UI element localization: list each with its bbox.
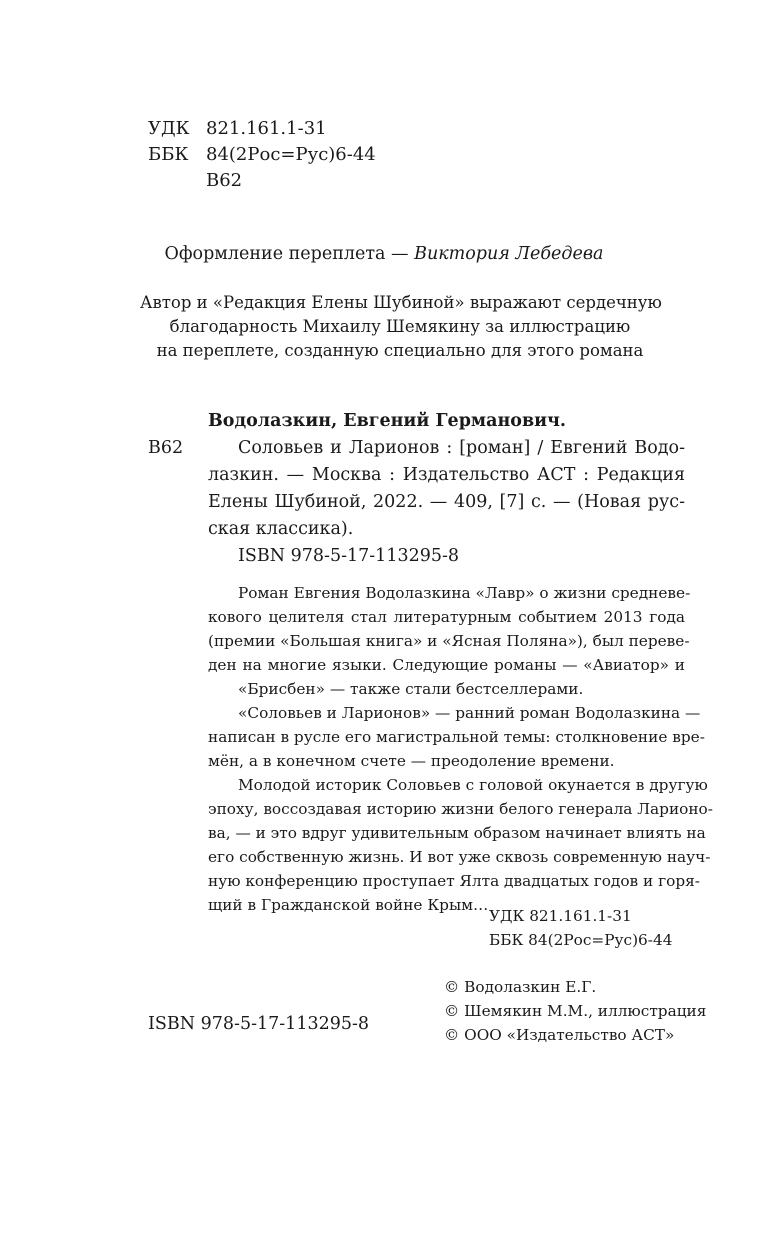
acknowledgment <box>140 291 660 363</box>
author-mark-top: В62 <box>206 170 243 191</box>
annotation-line: эпоху, воссоздавая историю жизни белого генерала Ларионо- <box>208 800 713 818</box>
annotation-line: щий в Гражданской войне Крым… <box>208 896 489 914</box>
copyright-line: © Шемякин М.М., иллюстрация <box>444 1002 707 1020</box>
description-line: Елены Шубиной, 2022. — 409, [7] с. — (Новая рус- <box>208 492 685 512</box>
annotation-line: «Соловьев и Ларионов» — ранний роман Водолазкина — <box>238 704 701 722</box>
description-line: лазкин. — Москва : Издательство АСТ : Редакция <box>208 465 685 485</box>
udk-label: УДК <box>148 118 190 139</box>
copyright-line: © Водолазкин Е.Г. <box>444 978 597 996</box>
bibliographic-description <box>208 435 685 543</box>
annotation-line: Молодой историк Соловьев с головой окунается в другую <box>238 776 708 794</box>
description-line: Соловьев и Ларионов : [роман] / Евгений Водо- <box>238 438 685 458</box>
isbn-record: ISBN 978-5-17-113295-8 <box>238 546 460 566</box>
annotation-line: ва, — и это вдруг удивительным образом начинает влиять на <box>208 824 706 842</box>
cover-design-prefix: Оформление переплета — <box>164 244 415 264</box>
annotation-line: мён, а в конечном счете — преодоление времени. <box>208 752 615 770</box>
annotation <box>208 581 713 917</box>
author-mark-record: В62 <box>148 438 184 458</box>
description-line: ская классика). <box>208 519 354 539</box>
cover-designer-name: Виктория Лебедева <box>414 244 604 264</box>
annotation-line: кового целителя стал литературным событием 2013 года <box>208 608 685 626</box>
ack-line: на переплете, созданную специально для этого романа <box>156 341 644 360</box>
ack-line: благодарность Михаилу Шемякину за иллюстрацию <box>169 317 631 336</box>
annotation-line: его собственную жизнь. И вот уже сквозь современную науч- <box>208 848 711 866</box>
annotation-line: ную конференцию проступает Ялта двадцатых годов и горя- <box>208 872 700 890</box>
bbk-label: ББК <box>148 144 189 165</box>
bbk-value: 84(2Рос=Рус)6-44 <box>206 144 376 165</box>
udk-bottom: УДК 821.161.1-31 <box>489 907 632 925</box>
isbn-bottom: ISBN 978-5-17-113295-8 <box>148 1014 370 1034</box>
copyright-line: © ООО «Издательство АСТ» <box>444 1026 675 1044</box>
top-classification <box>148 116 408 194</box>
bottom-classification <box>489 904 672 952</box>
bbk-bottom: ББК 84(2Рос=Рус)6-44 <box>489 931 673 949</box>
copyright-block <box>444 975 706 1047</box>
annotation-line: (премии «Большая книга» и «Ясная Поляна»), был переве- <box>208 632 690 650</box>
annotation-line: написан в русле его магистральной темы: столкновение вре- <box>208 728 705 746</box>
author-heading: Водолазкин, Евгений Германович. <box>208 411 566 431</box>
annotation-line: «Брисбен» — также стали бестселлерами. <box>238 680 584 698</box>
udk-value: 821.161.1-31 <box>206 118 327 139</box>
annotation-line: Роман Евгения Водолазкина «Лавр» о жизни средневе- <box>238 584 691 602</box>
annotation-line: ден на многие языки. Следующие романы — «Авиатор» и <box>208 656 685 674</box>
ack-line: Автор и «Редакция Елены Шубиной» выражают сердечную <box>140 293 662 312</box>
cover-design-credit <box>0 243 768 266</box>
